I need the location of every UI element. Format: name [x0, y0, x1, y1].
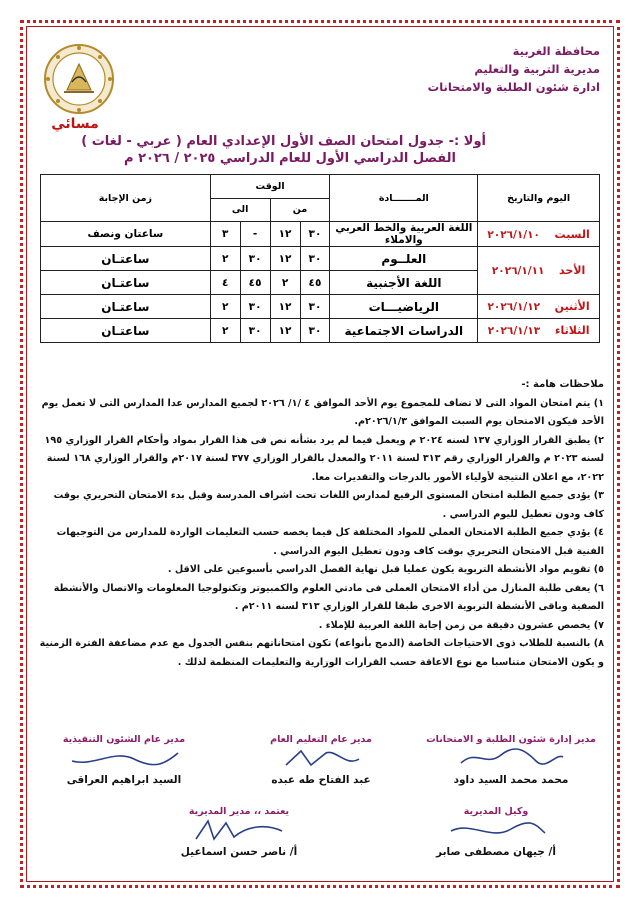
day-label: الثلاثاء [554, 324, 590, 337]
note-item: ٢) يطبق القرار الوزاري ١٣٧ لسنه ٢٠٢٤ م ويعمل فيما لم يرد بشأنه نص فى هذا القرار بمواد وأحكام القرار الوزاري ١٩٥ لسنه ٢٠٢٣ م والقرار الوزاري رقم ٣١٣ لسنة ٢٠١١ والمعدل بالقرار الوزاري ٣٧٧ لسنة ٢٠١٧م والقرار الوزاري ١٦٨ لسنة ٢٠٢٢، مع اعلان النتيجة لأولياء الأمور بالدرجات والتقديرات معا. [44, 434, 604, 483]
date-label: ٢٠٢٦/١/١٠ [487, 228, 540, 241]
signature-name: أ/ جيهان مصطفى صابر [436, 846, 556, 858]
important-notes [38, 376, 604, 672]
to-minute-cell: ٣٠ [240, 247, 270, 271]
note-item: ٧) يخصص عشرون دقيقة من زمن إجابة اللغة العربية للإملاء . [318, 619, 604, 631]
signature-role: مدير إدارة شئون الطلبة و الامتحانات [426, 734, 596, 745]
handwritten-signature-icon [64, 745, 184, 771]
from-minute-cell: ٤٥ [300, 271, 330, 295]
header-duration: زمن الإجابة [41, 175, 211, 222]
day-date-cell [478, 247, 600, 295]
duration-cell: ساعتـان [41, 247, 211, 271]
date-label: ٢٠٢٦/١/١٢ [487, 301, 541, 313]
to-hour-cell: ٣ [210, 222, 240, 247]
handwritten-signature-icon [184, 817, 294, 843]
to-minute-cell: ٤٥ [240, 271, 270, 295]
signature-role: وكيل المديرية [463, 806, 529, 817]
signature-block [406, 806, 586, 858]
table-row [41, 319, 600, 343]
note-item: ٨) بالنسبة للطلاب ذوى الاحتياجات الخاصة (الدمج بأنواعه) تكون امتحاناتهم بنفس الجدول مع عدم مضاعفة الفترة الزمنية و يكون الامتحان متناسبا مع نوع الاعاقة حسب القرارات الوزارية والتعليمات المنظمة لذلك . [39, 638, 604, 668]
schedule-subtitle: الفصل الدراسي الأول للعام الدراسي ٢٠٢٥ / ٢٠٢٦ م [124, 151, 456, 166]
header-time: الوقت [210, 175, 330, 199]
directorate-label: مديرية التربية والتعليم [474, 62, 600, 76]
day-label: الأحد [559, 264, 586, 277]
signature-role: مدير عام الشئون التنفيذية [62, 734, 186, 745]
duration-cell: ساعتـان [41, 295, 211, 319]
signature-block [144, 806, 334, 858]
table-header-row [41, 175, 600, 199]
signature-block [236, 734, 406, 786]
from-minute-cell: ٣٠ [300, 247, 330, 271]
notes-title: ملاحظات هامة :- [521, 379, 604, 390]
subject-cell: اللغة الأجنبية [330, 271, 478, 295]
duration-cell: ساعتـان [41, 319, 211, 343]
day-date-cell [478, 295, 600, 319]
to-minute-cell: - [240, 222, 270, 247]
handwritten-signature-icon [271, 745, 371, 771]
from-minute-cell: ٣٠ [300, 222, 330, 247]
from-hour-cell: ٢ [270, 271, 300, 295]
from-minute-cell: ٣٠ [300, 319, 330, 343]
subject-cell: الرياضيـــات [330, 295, 478, 319]
signature-role: مدير عام التعليم العام [270, 734, 372, 745]
table-row [41, 295, 600, 319]
signature-name: السيد ابراهيم العراقى [66, 774, 182, 786]
day-date-cell [478, 222, 600, 247]
table-row [41, 247, 600, 271]
session-label: مسائي [51, 116, 99, 132]
directorate-logo-icon [42, 42, 116, 116]
note-item: ٦) يعفى طلبة المنازل من أداء الامتحان العملى فى مادتي العلوم والكمبيوتر وتكنولوجيا المعلومات والاتصال والأنشطة الصفية وباقى الأنشطة التربوية الاخرى طبقا للقرار الوزاري ٣١٣ لسنه ٢٠١١م . [53, 582, 604, 612]
date-label: ٢٠٢٦/١/١١ [491, 265, 545, 277]
table-row [41, 222, 600, 247]
governorate-label: محافظة الغربية [512, 44, 600, 58]
to-hour-cell: ٢ [210, 319, 240, 343]
subject-cell: اللغة العربية والخط العربي والاملاء [330, 222, 478, 247]
handwritten-signature-icon [451, 745, 571, 771]
subject-cell: العلــوم [330, 247, 478, 271]
exam-schedule-page [34, 34, 606, 874]
subject-cell: الدراسات الاجتماعية [330, 319, 478, 343]
note-item: ٤) يؤدي جميع الطلبة الامتحان العملي للمواد المختلفة كل فيما يخصه حسب التعليمات الواردة للمدارس من التوجيهات الفنية قبل الامتحان التحريري بوقت كاف ودون تعطيل اليوم الدراسي . [56, 527, 604, 557]
to-minute-cell: ٣٠ [240, 319, 270, 343]
header-from: من [270, 198, 330, 222]
signature-name: عبد الفتاح طه عبده [271, 774, 371, 786]
signature-block [34, 734, 214, 786]
administration-label: ادارة شئون الطلبة والامتحانات [427, 80, 600, 94]
handwritten-signature-icon [441, 817, 551, 843]
date-label: ٢٠٢٦/١/١٣ [487, 325, 541, 337]
day-label: السبت [554, 227, 590, 241]
from-hour-cell: ١٢ [270, 295, 300, 319]
day-date-cell [478, 319, 600, 343]
signature-block [416, 734, 606, 786]
note-item: ٥) تقويم مواد الأنشطة التربوية يكون عمليا قبل نهاية الفصل الدراسي بأسبوعين على الاقل . [167, 564, 604, 575]
header-day-date: اليوم والتاريخ [478, 175, 600, 222]
to-hour-cell: ٤ [210, 271, 240, 295]
exam-schedule-table [40, 174, 600, 343]
duration-cell: ساعتـان [41, 271, 211, 295]
from-hour-cell: ١٢ [270, 222, 300, 247]
duration-cell: ساعتان ونصف [41, 222, 211, 247]
to-hour-cell: ٢ [210, 295, 240, 319]
to-minute-cell: ٣٠ [240, 295, 270, 319]
from-minute-cell: ٣٠ [300, 295, 330, 319]
signature-name: أ/ ناصر حسن اسماعيل [180, 846, 298, 858]
day-label: الأثنين [554, 300, 590, 313]
note-item: ٣) يؤدى جميع الطلبة امتحان المستوى الرفيع لمدارس اللغات تحت اشراف المدرسة وقبل بدء الامتحان التحريري بوقت كاف ودون تعطيل لليوم الدراسي . [53, 490, 604, 520]
note-item: ١) يتم امتحان المواد التى لا تضاف للمجموع يوم الأحد الموافق ٤ /١/ ٢٠٢٦ لجميع المدارس عدا المدارس التى لا تعمل يوم الأحد فيكون الامتحان يوم السبت الموافق ٢٠٢٦/١/٣م. [41, 397, 604, 427]
header-to: الى [210, 198, 270, 222]
from-hour-cell: ١٢ [270, 319, 300, 343]
schedule-title: أولا :- جدول امتحان الصف الأول الإعدادي العام ( عربي - لغات ) [81, 134, 486, 149]
from-hour-cell: ١٢ [270, 247, 300, 271]
signature-role: يعتمد ،، مدير المديرية [188, 806, 290, 817]
to-hour-cell: ٢ [210, 247, 240, 271]
header-block [428, 42, 600, 96]
header-subject: المـــــــادة [330, 175, 478, 222]
signature-name: محمد محمد السيد داود [453, 774, 569, 786]
